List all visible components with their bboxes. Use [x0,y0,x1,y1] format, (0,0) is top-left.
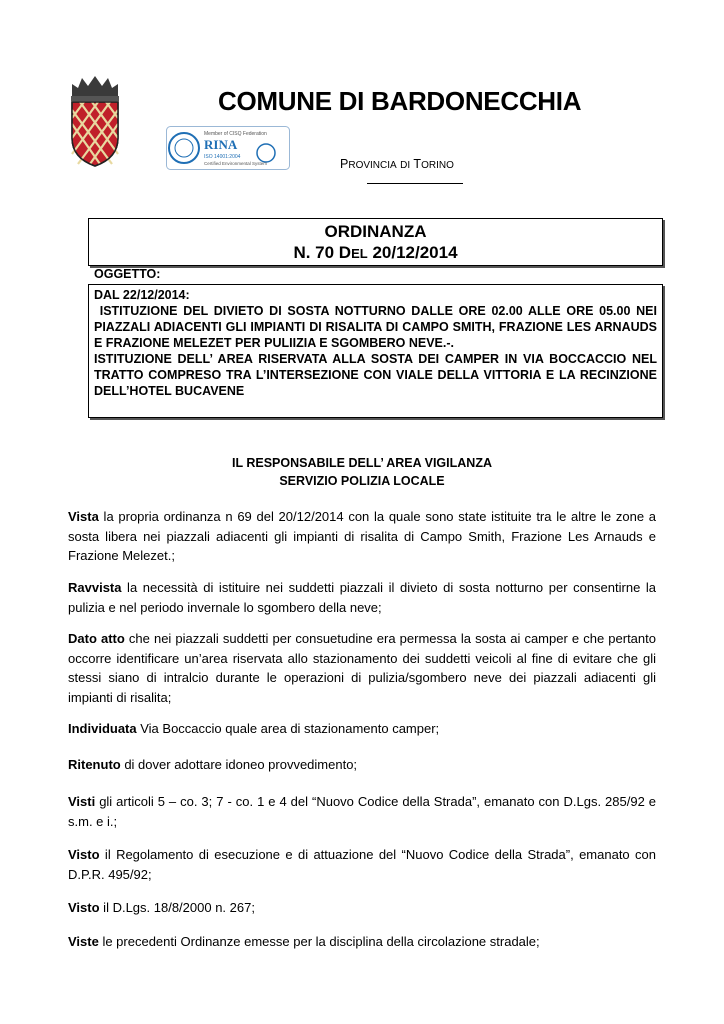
servizio-heading: SERVIZIO POLIZIA LOCALE [279,474,445,488]
paragraph-ritenuto: Ritenuto di dover adottare idoneo provvedimento; [68,757,358,772]
responsabile-heading: IL RESPONSABILE DELL’ AREA VIGILANZA [232,456,492,470]
ordinanza-box [88,218,663,266]
paragraph-visto-dlgs: Visto il D.Lgs. 18/8/2000 n. 267; [68,900,255,915]
svg-text:Member of CISQ Federation: Member of CISQ Federation [204,131,267,137]
paragraph-ravvista: Ravvista la necessità di istituire nei suddetti piazzali il divieto di sosta notturno per consentirne la pulizia e nel periodo invernale lo sgombero della neve; [68,580,656,615]
oggetto-text-2: ISTITUZIONE DELL’ AREA RISERVATA ALLA SOSTA DEI CAMPER IN VIA BOCCACCIO NEL TRATTO COMPRESO TRA L’INTERSEZIONE CON VIALE DELLA VITTORIA E LA RECINZIONE DELL’HOTEL BUCAVENE [94,352,657,398]
svg-text:Certified Environmental System: Certified Environmental System [204,161,268,166]
ordinanza-number: N. 70 DEL 20/12/2014 [293,243,458,262]
oggetto-label: OGGETTO: [94,267,161,281]
oggetto-date: DAL 22/12/2014: [94,288,190,302]
paragraph-dato-atto: Dato atto che nei piazzali suddetti per consuetudine era permessa la sosta ai camper e che pertanto occorre identificare un’area riservata allo stazionamento dei suddetti veicoli al fine di evitare che gli stessi siano di intralcio durante le operazioni di pulizia/sgombero neve dei piazzali adiacenti gli impianti di risalita; [68,631,656,705]
rina-certification-logo [166,126,290,170]
provincia-label: PROVINCIA DI TORINO [340,157,454,171]
paragraph-visti: Visti gli articoli 5 – co. 3; 7 - co. 1 e 4 del “Nuovo Codice della Strada”, emanato con D.Lgs. 285/92 e s.m. e i.; [68,794,656,829]
oggetto-box [88,284,663,418]
coat-of-arms-icon [66,72,124,168]
page-title: COMUNE DI BARDONECCHIA [218,86,582,116]
svg-text:RINA: RINA [204,137,238,152]
paragraph-individuata: Individuata Via Boccaccio quale area di stazionamento camper; [68,721,440,736]
paragraph-viste: Viste le precedenti Ordinanze emesse per la disciplina della circolazione stradale; [68,934,540,949]
ordinanza-title: ORDINANZA [324,222,427,241]
oggetto-text-1: ISTITUZIONE DEL DIVIETO DI SOSTA NOTTURNO DALLE ORE 02.00 ALLE ORE 05.00 NEI PIAZZALI ADIACENTI GLI IMPIANTI DI RISALITA DI CAMPO SMITH, FRAZIONE LES ARNAUDS E FRAZIONE MELEZET PER PULIIZIA E SGOMBERO NEVE.-. [94,304,657,350]
svg-text:ISO 14001:2004: ISO 14001:2004 [204,154,241,160]
paragraph-visto-regolamento: Visto il Regolamento di esecuzione e di attuazione del “Nuovo Codice della Strada”, emanato con D.P.R. 495/92; [68,847,656,882]
paragraph-vista: Vista la propria ordinanza n 69 del 20/12/2014 con la quale sono state istituite tra le altre le zone a sosta libera nei piazzali adiacenti gli impianti di risalita di Campo Smith, Frazione Les Arnauds e Frazione Melezet.; [68,509,656,563]
divider [367,183,463,184]
